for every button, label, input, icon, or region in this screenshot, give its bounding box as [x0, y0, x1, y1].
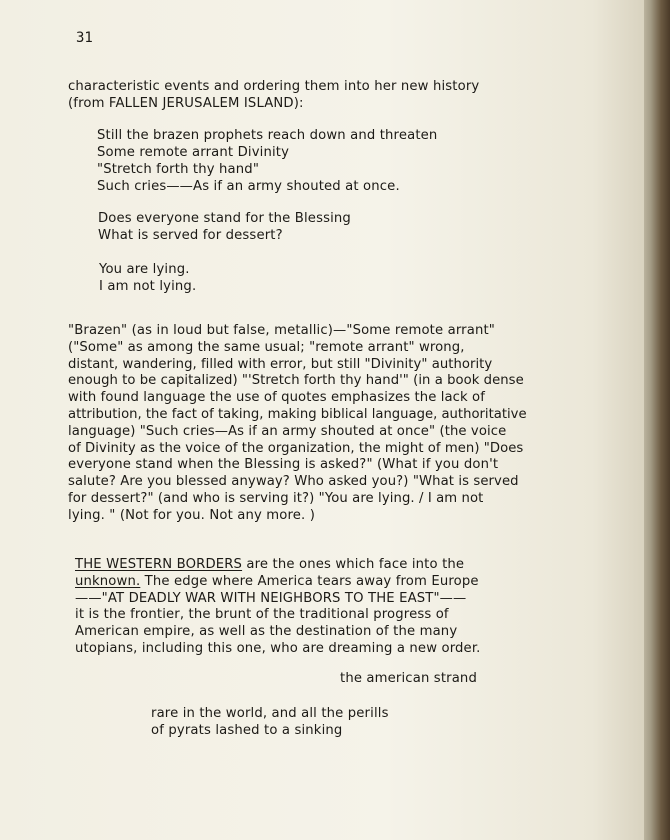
poem-line: Does everyone stand for the Blessing [98, 211, 351, 226]
commentary-line: distant, wandering, filled with error, but still "Divinity" authority [68, 357, 493, 372]
commentary-line: of Divinity as the voice of the organization, the might of men) "Does [68, 441, 524, 456]
commentary-line: enough to be capitalized) "'Stretch forth thy hand'" (in a book dense [68, 373, 524, 388]
western-line-2 [75, 574, 479, 590]
western-heading: THE WESTERN BORDERS [75, 557, 243, 572]
poem-line: What is served for dessert? [98, 228, 283, 243]
western-line-1 [75, 557, 464, 573]
commentary-line: attribution, the fact of taking, making biblical language, authoritative [68, 407, 527, 422]
western-line: ——"AT DEADLY WAR WITH NEIGHBORS TO THE EAST"—— [75, 591, 467, 606]
commentary-line: with found language the use of quotes emphasizes the lack of [68, 390, 485, 405]
book-binding-shadow [640, 0, 670, 840]
commentary-line: salute? Are you blessed anyway? Who asked you?) "What is served [68, 474, 519, 489]
commentary-line: for dessert?" (and who is serving it?) "You are lying. / I am not [68, 491, 484, 506]
commentary-line: ("Some" as among the same usual; "remote arrant" wrong, [68, 340, 465, 355]
commentary-line: language) "Such cries—As if an army shouted at once" (the voice [68, 424, 507, 439]
commentary-line: "Brazen" (as in loud but false, metallic)—"Some remote arrant" [68, 323, 496, 338]
western-line: American empire, as well as the destination of the many [75, 624, 458, 639]
commentary-line: lying. " (Not for you. Not any more. ) [68, 508, 316, 523]
intro-line-2: (from FALLEN JERUSALEM ISLAND): [68, 96, 304, 111]
poem-line: "Stretch forth thy hand" [97, 162, 260, 177]
poem-line: I am not lying. [99, 279, 197, 294]
strand-poem-line: of pyrats lashed to a sinking [151, 723, 343, 738]
western-line-2-rest: The edge where America tears away from Europe [140, 574, 479, 589]
western-line: utopians, including this one, who are dreaming a new order. [75, 641, 481, 656]
western-line: it is the frontier, the brunt of the traditional progress of [75, 607, 449, 622]
page-number: 31 [76, 30, 93, 46]
poem-line: You are lying. [99, 262, 190, 277]
western-line-1-rest: are the ones which face into the [242, 557, 465, 572]
poem-line: Still the brazen prophets reach down and threaten [97, 128, 438, 143]
western-unknown: unknown. [75, 574, 141, 589]
intro-line-1: characteristic events and ordering them into her new history [68, 79, 480, 94]
strand-poem-line: rare in the world, and all the perills [151, 706, 389, 721]
poem-line: Some remote arrant Divinity [97, 145, 290, 160]
commentary-line: everyone stand when the Blessing is asked?" (What if you don't [68, 457, 499, 472]
poem-line: Such cries——As if an army shouted at once. [97, 179, 400, 194]
section-title: the american strand [340, 671, 477, 686]
